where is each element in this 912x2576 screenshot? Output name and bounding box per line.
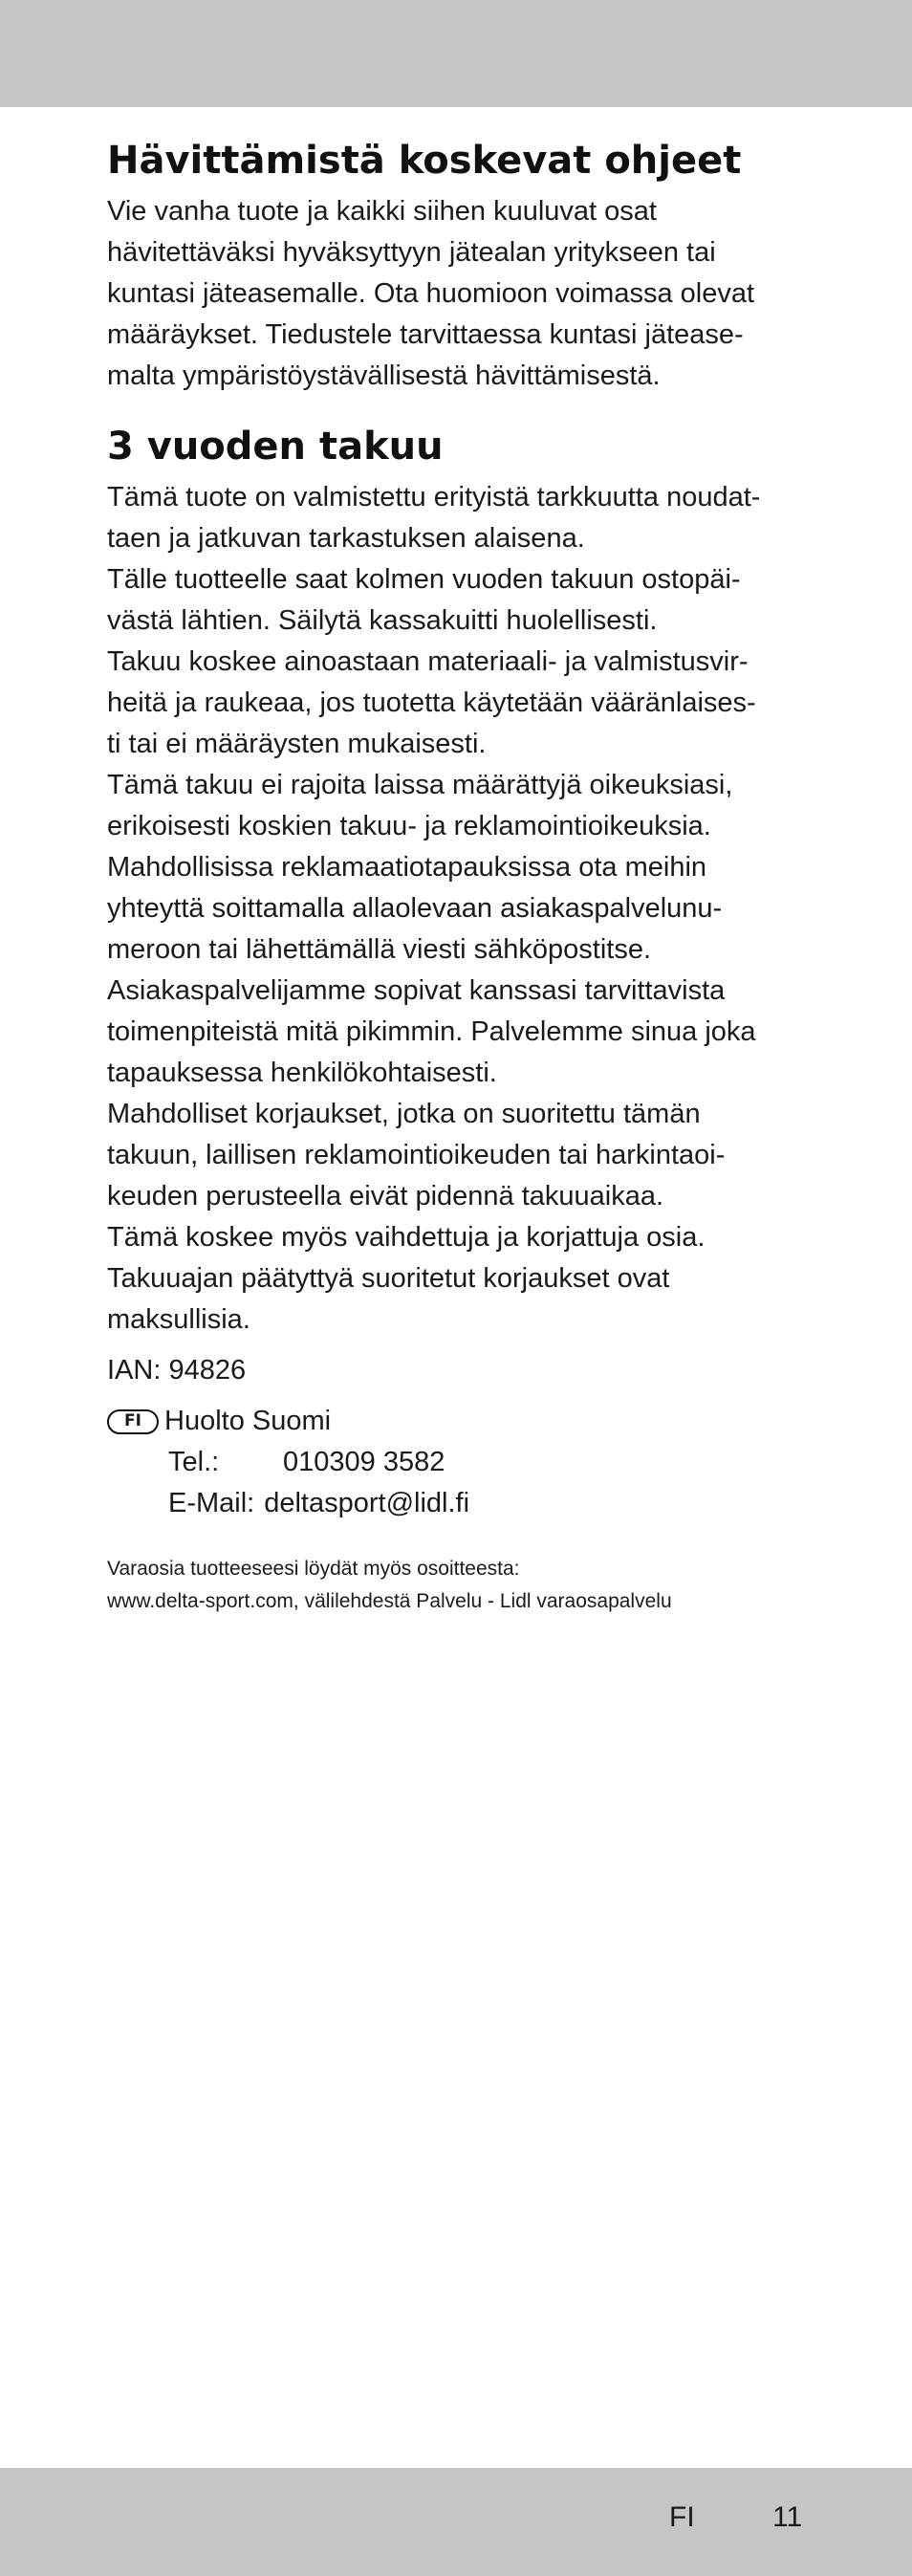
disposal-line: määräykset. Tiedustele tarvittaessa kuntasi jätease- <box>107 319 744 350</box>
warranty-line: Takuu koskee ainoastaan materiaali- ja valmistusvir- <box>107 646 749 677</box>
country-badge: FI <box>107 1409 159 1434</box>
footer-language: FI <box>669 2501 695 2533</box>
service-title-row <box>107 1401 814 1442</box>
page-content <box>107 132 814 1618</box>
warranty-line: meroon tai lähettämällä viesti sähköpostitse. <box>107 934 652 965</box>
page-number: 11 <box>772 2501 803 2533</box>
email-label: E-Mail: <box>168 1488 255 1518</box>
warranty-line: heitä ja raukeaa, jos tuotetta käytetään vääränlaises- <box>107 688 756 718</box>
warranty-line: taen ja jatkuvan tarkastuksen alaisena. <box>107 523 585 554</box>
warranty-line: keuden perusteella eivät pidennä takuuaikaa. <box>107 1181 664 1212</box>
spare-parts-line: Varaosia tuotteeseesi löydät myös osoitteesta: <box>107 1558 520 1580</box>
service-email-row <box>107 1483 814 1524</box>
warranty-line: erikoisesti koskien takuu- ja reklamointioikeuksia. <box>107 811 711 841</box>
warranty-line: tapauksessa henkilökohtaisesti. <box>107 1058 497 1088</box>
warranty-line: Tämä takuu ei rajoita laissa määrättyjä oikeuksiasi, <box>107 770 733 800</box>
disposal-heading: Hävittämistä koskevat ohjeet <box>107 139 742 183</box>
warranty-line: ti tai ei määräysten mukaisesti. <box>107 729 487 759</box>
ian-number: IAN: 94826 <box>107 1355 247 1386</box>
disposal-paragraph <box>107 191 814 397</box>
header-band <box>0 0 912 107</box>
spare-parts-line: www.delta-sport.com, välilehdestä Palvelu - Lidl varaosapalvelu <box>107 1590 672 1612</box>
warranty-line: Mahdollisissa reklamaatiotapauksissa ota meihin <box>107 852 707 883</box>
service-name: Huolto Suomi <box>164 1406 332 1436</box>
warranty-heading: 3 vuoden takuu <box>107 425 444 469</box>
email-address: deltasport@lidl.fi <box>264 1488 470 1518</box>
service-phone-row <box>107 1442 814 1483</box>
warranty-line: maksullisia. <box>107 1304 250 1335</box>
phone-number: 010309 3582 <box>283 1447 445 1477</box>
warranty-line: Tälle tuotteelle saat kolmen vuoden takuun ostopäi- <box>107 564 741 595</box>
warranty-line: takuun, laillisen reklamointioikeuden tai harkintaoi- <box>107 1140 726 1170</box>
disposal-line: kuntasi jäteasemalle. Ota huomioon voimassa olevat <box>107 278 755 309</box>
service-block <box>107 1401 814 1524</box>
warranty-line: Mahdolliset korjaukset, jotka on suoritettu tämän <box>107 1099 701 1129</box>
warranty-line: västä lähtien. Säilytä kassakuitti huolellisesti. <box>107 605 658 636</box>
warranty-line: Asiakaspalvelijamme sopivat kanssasi tarvittavista <box>107 975 726 1006</box>
warranty-line: Tämä koskee myös vaihdettuja ja korjattuja osia. <box>107 1222 706 1253</box>
spare-parts-note <box>107 1553 814 1618</box>
warranty-line: Takuuajan päätyttyä suoritetut korjaukset ovat <box>107 1263 670 1294</box>
warranty-line: Tämä tuote on valmistettu erityistä tarkkuutta noudat- <box>107 482 761 513</box>
disposal-line: hävitettäväksi hyväksyttyyn jätealan yritykseen tai <box>107 237 716 268</box>
phone-label: Tel.: <box>168 1447 220 1477</box>
warranty-line: toimenpiteistä mitä pikimmin. Palvelemme sinua joka <box>107 1016 756 1047</box>
warranty-paragraph <box>107 477 814 1341</box>
warranty-line: yhteyttä soittamalla allaolevaan asiakaspalvelunu- <box>107 893 723 924</box>
disposal-line: malta ympäristöystävällisestä hävittämisestä. <box>107 360 661 391</box>
disposal-line: Vie vanha tuote ja kaikki siihen kuuluvat osat <box>107 196 657 227</box>
